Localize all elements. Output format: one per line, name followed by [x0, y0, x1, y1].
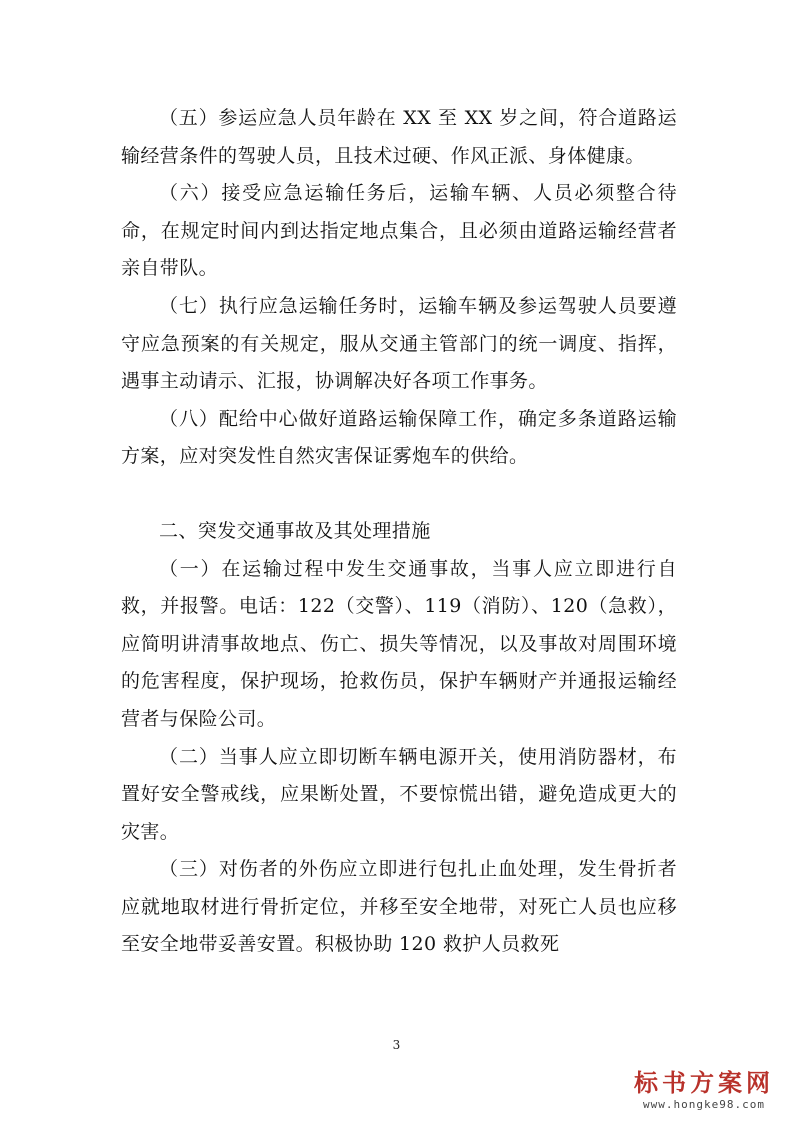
page-number: 3: [392, 1038, 401, 1052]
section-spacer: [121, 476, 677, 513]
paragraph-3: （三）对伤者的外伤应立即进行包扎止血处理，发生骨折者应就地取材进行骨折定位，并移至安全地带，对死亡人员也应移至安全地带妥善安置。积极协助 120 救护人员救死: [121, 858, 677, 956]
paragraph-6: （六）接受应急运输任务后，运输车辆、人员必须整合待命，在规定时间内到达指定地点集合，且必须由道路运输经营者亲自带队。: [121, 182, 677, 280]
watermark-logo: [629, 1068, 779, 1112]
document-body: [121, 100, 677, 964]
paragraph-8: （八）配给中心做好道路运输保障工作，确定多条道路运输方案，应对突发性自然灾害保证雾炮车的供给。: [121, 407, 677, 468]
watermark-url: www.hongke98.com: [643, 1098, 765, 1111]
watermark-title: 标书方案网: [634, 1069, 774, 1097]
paragraph-2: （二）当事人应立即切断车辆电源开关，使用消防器材，布置好安全警戒线，应果断处置，不要惊慌出错，避免造成更大的灾害。: [121, 745, 677, 843]
paragraph-1: （一）在运输过程中发生交通事故，当事人应立即进行自救，并报警。电话：122（交警）、119（消防）、120（急救），应简明讲清事故地点、伤亡、损失等情况，以及事故对周围环境的危害程度，保护现场，抢救伤员，保护车辆财产并通报运输经营者与保险公司。: [121, 557, 677, 730]
section-heading: 二、突发交通事故及其处理措施: [159, 519, 431, 542]
paragraph-7: （七）执行应急运输任务时，运输车辆及参运驾驶人员要遵守应急预案的有关规定，服从交通主管部门的统一调度、指挥，遇事主动请示、汇报，协调解决好各项工作事务。: [121, 294, 677, 393]
paragraph-5: （五）参运应急人员年龄在 XX 至 XX 岁之间，符合道路运输经营条件的驾驶人员，且技术过硬、作风正派、身体健康。: [121, 107, 677, 167]
